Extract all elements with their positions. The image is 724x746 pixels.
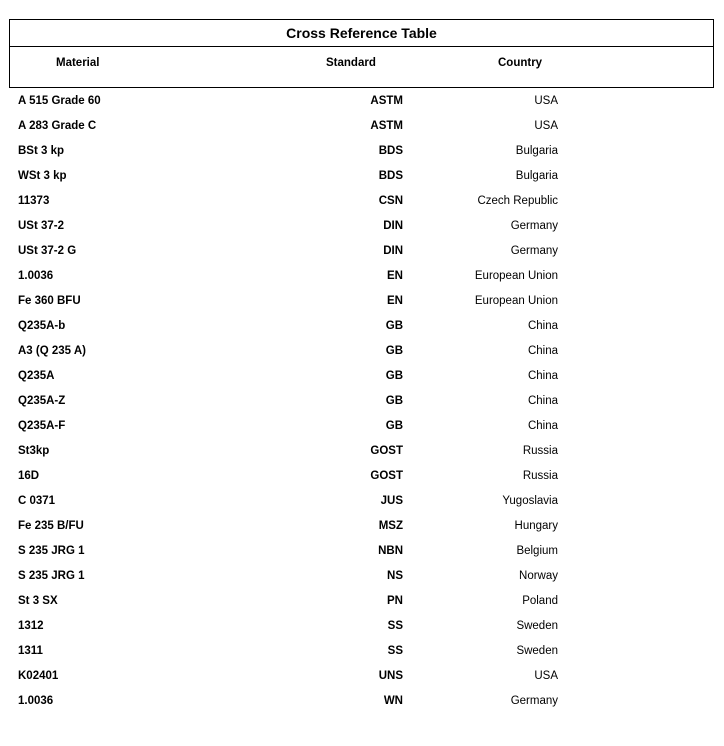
standard-cell: UNS [378,670,403,682]
standard-cell: CSN [378,195,403,207]
material-cell: 16D [18,470,40,482]
table-row [0,664,724,689]
country-cell: Sweden [516,645,558,657]
table-row [0,389,724,414]
table-row [0,589,724,614]
table-row [0,164,724,189]
table-row [0,289,724,314]
table-row [0,339,724,364]
table-row [0,689,724,714]
table-row [0,564,724,589]
column-header-standard: Standard [326,57,376,69]
country-cell: Germany [510,245,558,257]
material-cell: BSt 3 kp [18,145,65,157]
standard-cell: PN [387,595,403,607]
country-cell: Yugoslavia [502,495,558,507]
standard-cell: EN [387,295,403,307]
material-cell: C 0371 [18,495,56,507]
material-cell: S 235 JRG 1 [18,570,85,582]
country-cell: China [527,345,558,357]
country-cell: Bulgaria [515,145,558,157]
material-cell: USt 37-2 G [18,245,77,257]
table-row [0,239,724,264]
standard-cell: GB [385,395,403,407]
country-cell: Belgium [516,545,558,557]
material-cell: S 235 JRG 1 [18,545,85,557]
standard-cell: ASTM [370,120,403,132]
material-cell: USt 37-2 [18,220,65,232]
standard-cell: GB [385,345,403,357]
standard-cell: GOST [370,470,403,482]
country-cell: Germany [510,695,558,707]
column-header-material: Material [56,57,100,69]
table-row [0,464,724,489]
material-cell: Fe 235 B/FU [18,520,84,532]
column-header-country: Country [498,57,543,69]
country-cell: Germany [510,220,558,232]
standard-cell: GOST [370,445,403,457]
table-row [0,514,724,539]
standard-cell: BDS [378,145,403,157]
country-cell: China [527,395,558,407]
country-cell: China [527,420,558,432]
standard-cell: BDS [378,170,403,182]
table-row [0,639,724,664]
country-cell: Poland [522,595,558,607]
material-cell: 1311 [18,645,43,657]
standard-cell: GB [385,370,403,382]
table-header [9,19,714,88]
table-row [0,89,724,114]
table-body [0,89,724,714]
standard-cell: MSZ [378,520,403,532]
standard-cell: DIN [383,245,403,257]
table-row [0,414,724,439]
country-cell: USA [534,120,558,132]
country-cell: Hungary [514,520,558,532]
country-cell: USA [534,670,558,682]
country-cell: European Union [474,295,558,307]
material-cell: 1.0036 [18,695,54,707]
material-cell: 1.0036 [18,270,54,282]
material-cell: A3 (Q 235 A) [18,345,86,357]
country-cell: Sweden [516,620,558,632]
material-cell: Q235A [18,370,55,382]
material-cell: A 515 Grade 60 [18,95,101,107]
material-cell: WSt 3 kp [18,170,67,182]
material-cell: A 283 Grade C [18,120,97,132]
standard-cell: JUS [380,495,403,507]
material-cell: Q235A-b [18,320,66,332]
table-row [0,139,724,164]
table-row [0,439,724,464]
table-row [0,314,724,339]
standard-cell: GB [385,320,403,332]
material-cell: St3kp [18,445,50,457]
standard-cell: DIN [383,220,403,232]
material-cell: K02401 [18,670,59,682]
country-cell: Czech Republic [477,195,558,207]
standard-cell: SS [387,645,403,657]
country-cell: China [527,320,558,332]
table-title: Cross Reference Table [10,20,713,47]
country-cell: China [527,370,558,382]
table-row [0,264,724,289]
table-row [0,489,724,514]
table-row [0,214,724,239]
table-row [0,614,724,639]
standard-cell: GB [385,420,403,432]
standard-cell: EN [387,270,403,282]
table-row [0,189,724,214]
material-cell: Fe 360 BFU [18,295,81,307]
standard-cell: SS [387,620,403,632]
country-cell: Norway [519,570,558,582]
country-cell: Russia [522,445,558,457]
country-cell: Bulgaria [515,170,558,182]
country-cell: European Union [474,270,558,282]
table-row [0,364,724,389]
standard-cell: NBN [378,545,403,557]
country-cell: Russia [522,470,558,482]
country-cell: USA [534,95,558,107]
material-cell: Q235A-F [18,420,66,432]
material-cell: St 3 SX [18,595,58,607]
material-cell: 1312 [18,620,44,632]
table-row [0,114,724,139]
material-cell: 11373 [18,195,50,207]
standard-cell: NS [387,570,403,582]
material-cell: Q235A-Z [18,395,66,407]
standard-cell: ASTM [370,95,403,107]
standard-cell: WN [383,695,403,707]
table-row [0,539,724,564]
